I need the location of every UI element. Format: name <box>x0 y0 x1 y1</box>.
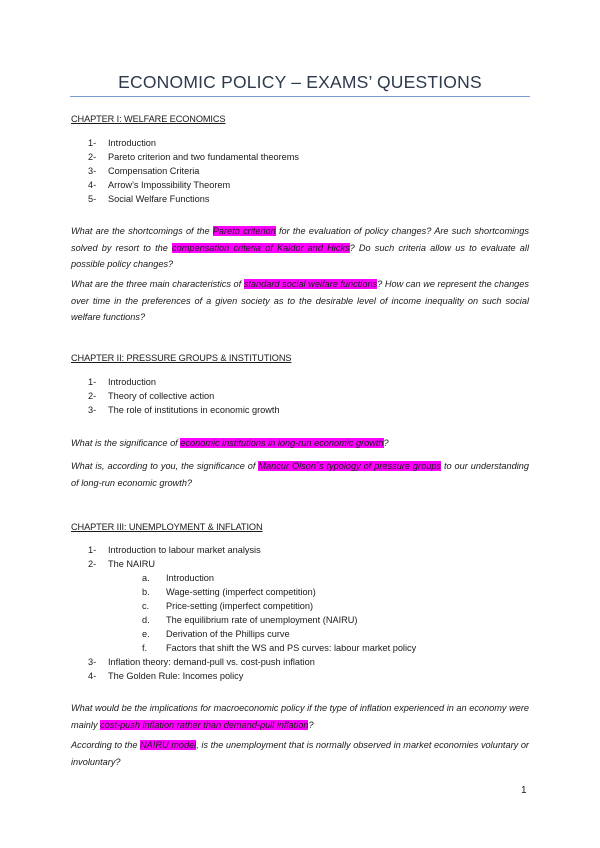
chapter-3-outline <box>88 543 416 683</box>
outline-item-number: 3- <box>88 166 97 176</box>
outline-item-number: 3- <box>88 405 97 415</box>
outline-item-label: Theory of collective action <box>108 391 215 401</box>
highlighted-term: cost-push inflation rather than demand-pull inflation <box>100 719 309 730</box>
question-text: What is, according to you, the significance of <box>71 461 259 471</box>
question-text: What would be the implications for macroeconomic policy if the type of inflation experienced in an economy were mainly <box>71 703 529 730</box>
chapter-3-question-2 <box>71 737 529 770</box>
chapter-2-heading: CHAPTER II: PRESSURE GROUPS & INSTITUTIONS <box>71 353 292 363</box>
outline-item-label: Pareto criterion and two fundamental theorems <box>108 152 299 162</box>
outline-item-label: Price-setting (imperfect competition) <box>166 601 314 611</box>
chapter-1-question-2 <box>71 276 529 326</box>
outline-item-number: 1- <box>88 377 97 387</box>
outline-item <box>88 627 416 641</box>
question-text: ? How can we represent the changes over time in the preferences of a given society as to the desirable level of income inequality on such social welfare functions? <box>71 279 529 322</box>
outline-item-label: Arrow’s Impossibility Theorem <box>108 180 231 190</box>
outline-item-number: 2- <box>88 559 97 569</box>
chapter-3-question-1 <box>71 700 529 733</box>
highlighted-term: economic institutions in long-run economic growth <box>180 438 384 448</box>
question-text: What are the three main characteristics of <box>71 279 244 289</box>
outline-item-number: 2- <box>88 391 97 401</box>
outline-item <box>88 655 416 669</box>
outline-item-label: Compensation Criteria <box>108 166 200 176</box>
outline-item-number: 3- <box>88 657 97 667</box>
outline-item-number: 5- <box>88 194 97 204</box>
outline-item <box>88 585 416 599</box>
highlighted-term: Pareto criterion <box>212 226 276 236</box>
outline-item-label: Factors that shift the WS and PS curves: labour market policy <box>166 643 417 653</box>
chapter-1-heading: CHAPTER I: WELFARE ECONOMICS <box>71 114 226 124</box>
question-text: for the evaluation of policy changes? Are such shortcomings solved by resort to the <box>71 226 529 253</box>
outline-item-number: f. <box>142 643 148 653</box>
outline-item <box>88 543 416 557</box>
outline-item <box>88 641 416 655</box>
question-text: ? <box>383 438 389 448</box>
outline-item-label: Social Welfare Functions <box>108 194 210 204</box>
highlighted-term: standard social welfare functions <box>243 279 378 289</box>
outline-item <box>88 389 280 403</box>
outline-item <box>88 136 299 150</box>
outline-item-label: The role of institutions in economic growth <box>108 405 280 415</box>
chapter-1-question-1 <box>71 223 529 273</box>
page-title: ECONOMIC POLICY – EXAMS’ QUESTIONS <box>118 72 482 92</box>
outline-item <box>88 192 299 206</box>
question-text: ? <box>308 719 314 730</box>
outline-item-number: b. <box>142 587 150 597</box>
outline-item <box>88 164 299 178</box>
outline-item-label: The equilibrium rate of unemployment (NAIRU) <box>166 615 358 625</box>
outline-item <box>88 613 416 627</box>
outline-item <box>88 571 416 585</box>
outline-item-label: Introduction <box>108 377 157 387</box>
outline-item-label: The NAIRU <box>108 559 155 569</box>
outline-item <box>88 178 299 192</box>
chapter-2-question-1 <box>71 435 529 452</box>
chapter-2-question-2 <box>71 458 529 491</box>
highlighted-term: Mancur Olson´s typology of pressure groups <box>258 461 442 471</box>
question-text: to our understanding of long-run economic growth? <box>71 461 529 488</box>
outline-item <box>88 403 280 417</box>
outline-item-label: Introduction <box>108 138 157 148</box>
outline-item <box>88 669 416 683</box>
outline-item-label: Inflation theory: demand-pull vs. cost-push inflation <box>108 657 315 667</box>
question-text: What are the shortcomings of the <box>71 226 213 236</box>
question-text: ? Do such criteria allow us to evaluate all possible policy changes? <box>71 242 529 269</box>
chapter-2-outline <box>88 375 280 417</box>
chapter-3-heading: CHAPTER III: UNEMPLOYMENT & INFLATION <box>71 522 263 532</box>
outline-item-number: 4- <box>88 180 97 190</box>
outline-item-label: Derivation of the Phillips curve <box>166 629 290 639</box>
outline-item <box>88 557 416 571</box>
outline-item-number: 1- <box>88 138 97 148</box>
outline-item-number: 4- <box>88 671 97 681</box>
question-text: According to the <box>71 740 141 750</box>
outline-item-number: 1- <box>88 545 97 555</box>
chapter-1-outline <box>88 136 299 206</box>
page-number: 1 <box>521 785 527 796</box>
outline-item-label: The Golden Rule: Incomes policy <box>108 671 244 681</box>
outline-item-label: Wage-setting (imperfect competition) <box>166 587 316 597</box>
highlighted-term: NAIRU model <box>140 740 197 750</box>
question-text: What is the significance of <box>71 438 181 448</box>
outline-item-label: Introduction <box>166 573 215 583</box>
outline-item-number: a. <box>142 573 150 583</box>
outline-item-label: Introduction to labour market analysis <box>108 545 261 555</box>
outline-item <box>88 150 299 164</box>
outline-item-number: d. <box>142 615 150 625</box>
outline-item-number: c. <box>142 601 150 611</box>
outline-item-number: 2- <box>88 152 97 162</box>
outline-item <box>88 599 416 613</box>
outline-item <box>88 375 280 389</box>
highlighted-term: compensation criteria of Kaldor and Hicks <box>172 242 350 253</box>
question-text: , is the unemployment that is normally observed in market economies voluntary or involuntary? <box>71 740 529 767</box>
title-divider <box>70 96 530 97</box>
outline-item-number: e. <box>142 629 150 639</box>
